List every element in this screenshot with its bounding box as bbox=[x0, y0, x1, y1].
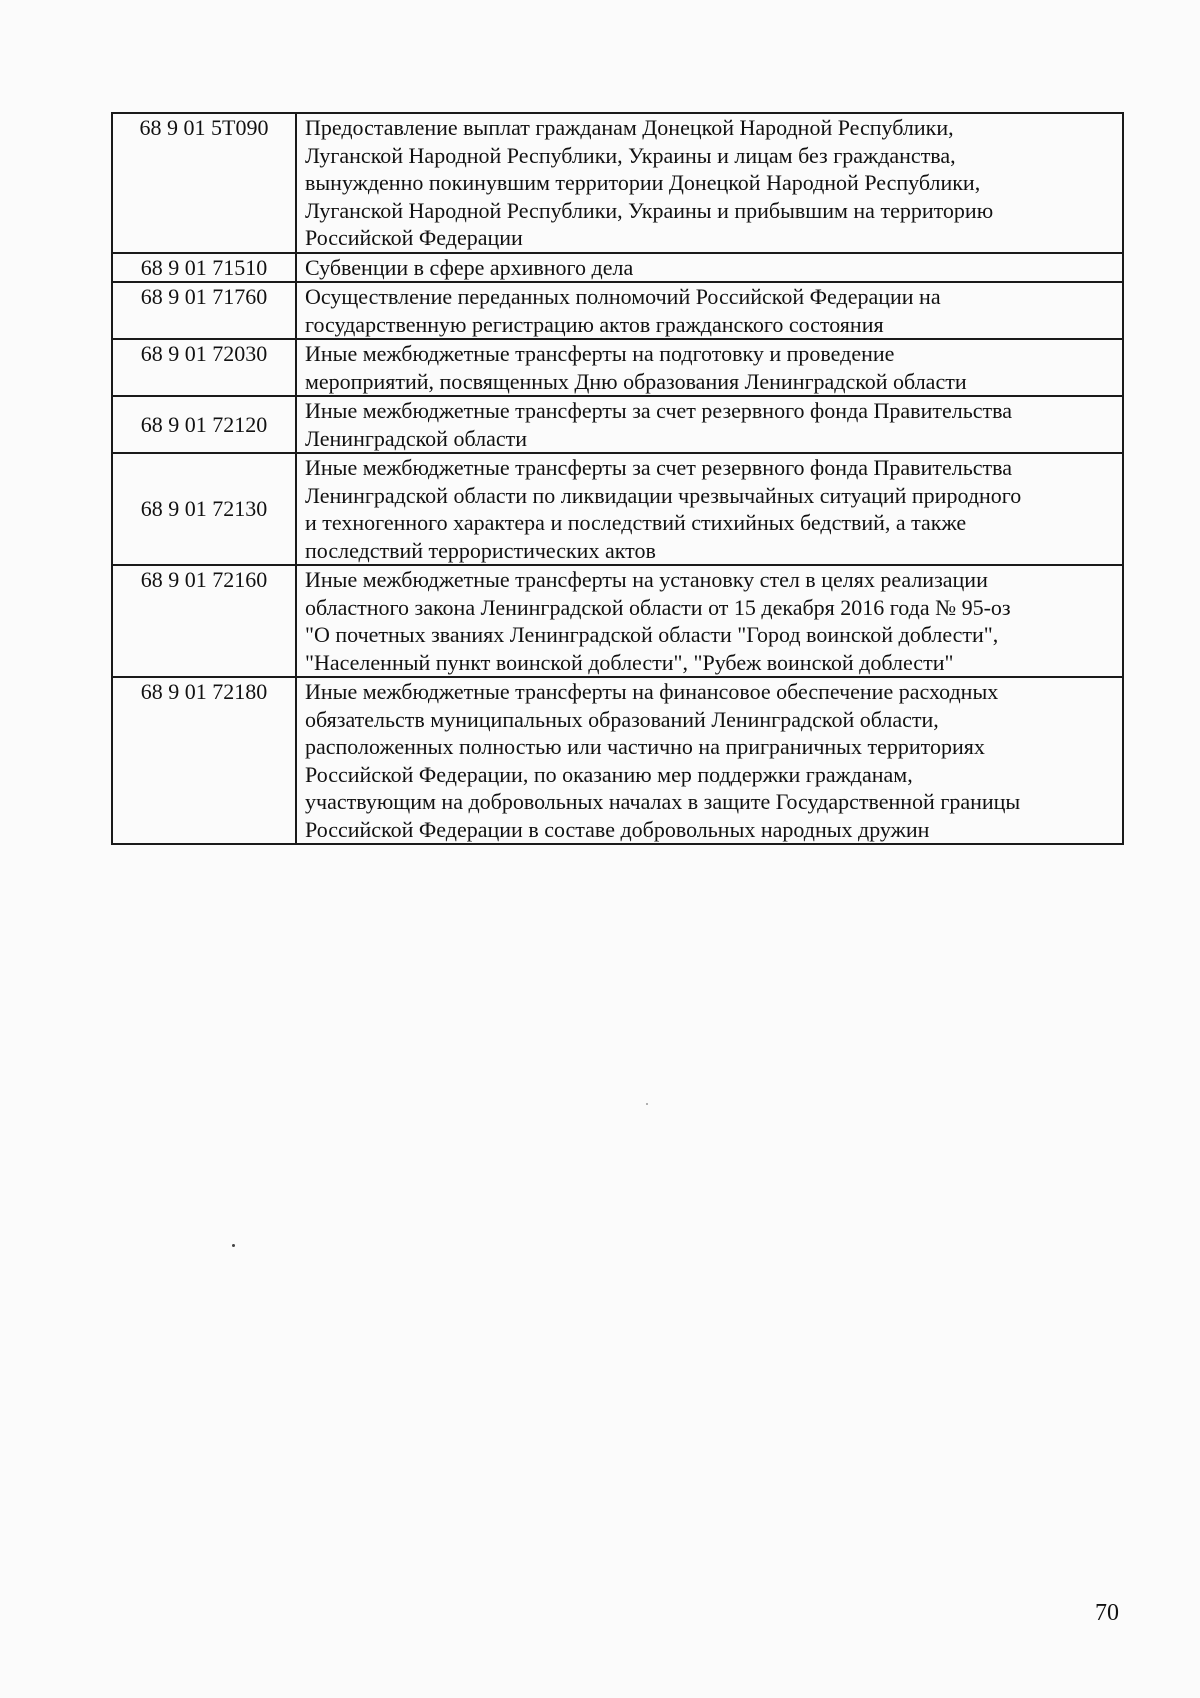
budget-code-cell: 68 9 01 72030 bbox=[112, 339, 296, 396]
budget-code-cell: 68 9 01 72120 bbox=[112, 396, 296, 453]
table-row bbox=[112, 453, 1123, 565]
budget-code-cell: 68 9 01 5T090 bbox=[112, 113, 296, 253]
budget-code-cell: 68 9 01 71510 bbox=[112, 253, 296, 283]
scan-speck bbox=[646, 1103, 648, 1105]
description-cell: Иные межбюджетные трансферты на финансовое обеспечение расходных обязательств муниципальных образований Ленинградской области, расположенных полностью или частично на приграничных территориях Российской Федерации, по оказанию мер поддержки гражданам, участвующим на добровольных началах в защите Государственной границы Российской Федерации в составе добровольных народных дружин bbox=[296, 677, 1123, 844]
description-cell: Иные межбюджетные трансферты за счет резервного фонда Правительства Ленинградской области bbox=[296, 396, 1123, 453]
table-row bbox=[112, 113, 1123, 253]
description-cell: Предоставление выплат гражданам Донецкой Народной Республики, Луганской Народной Республики, Украины и лицам без гражданства, вынужденно покинувшим территории Донецкой Народной Республики, Луганской Народной Республики, Украины и прибывшим на территорию Российской Федерации bbox=[296, 113, 1123, 253]
description-cell: Иные межбюджетные трансферты на подготовку и проведение мероприятий, посвященных Дню образования Ленинградской области bbox=[296, 339, 1123, 396]
table-row bbox=[112, 282, 1123, 339]
description-cell: Субвенции в сфере архивного дела bbox=[296, 253, 1123, 283]
budget-code-cell: 68 9 01 72130 bbox=[112, 453, 296, 565]
budget-code-cell: 68 9 01 72180 bbox=[112, 677, 296, 844]
table-row bbox=[112, 253, 1123, 283]
table-row bbox=[112, 396, 1123, 453]
budget-code-cell: 68 9 01 71760 bbox=[112, 282, 296, 339]
description-cell: Иные межбюджетные трансферты за счет резервного фонда Правительства Ленинградской области по ликвидации чрезвычайных ситуаций природного и техногенного характера и последствий стихийных бедствий, а также последствий террористических актов bbox=[296, 453, 1123, 565]
budget-codes-table bbox=[111, 112, 1124, 845]
scan-speck bbox=[232, 1244, 235, 1247]
description-cell: Осуществление переданных полномочий Российской Федерации на государственную регистрацию актов гражданского состояния bbox=[296, 282, 1123, 339]
table-row bbox=[112, 677, 1123, 844]
page-number: 70 bbox=[1095, 1600, 1119, 1626]
budget-code-cell: 68 9 01 72160 bbox=[112, 565, 296, 677]
table-row bbox=[112, 339, 1123, 396]
table-row bbox=[112, 565, 1123, 677]
description-cell: Иные межбюджетные трансферты на установку стел в целях реализации областного закона Ленинградской области от 15 декабря 2016 года № 95-оз "О почетных званиях Ленинградской области "Город воинской доблести", "Населенный пункт воинской доблести", "Рубеж воинской доблести" bbox=[296, 565, 1123, 677]
